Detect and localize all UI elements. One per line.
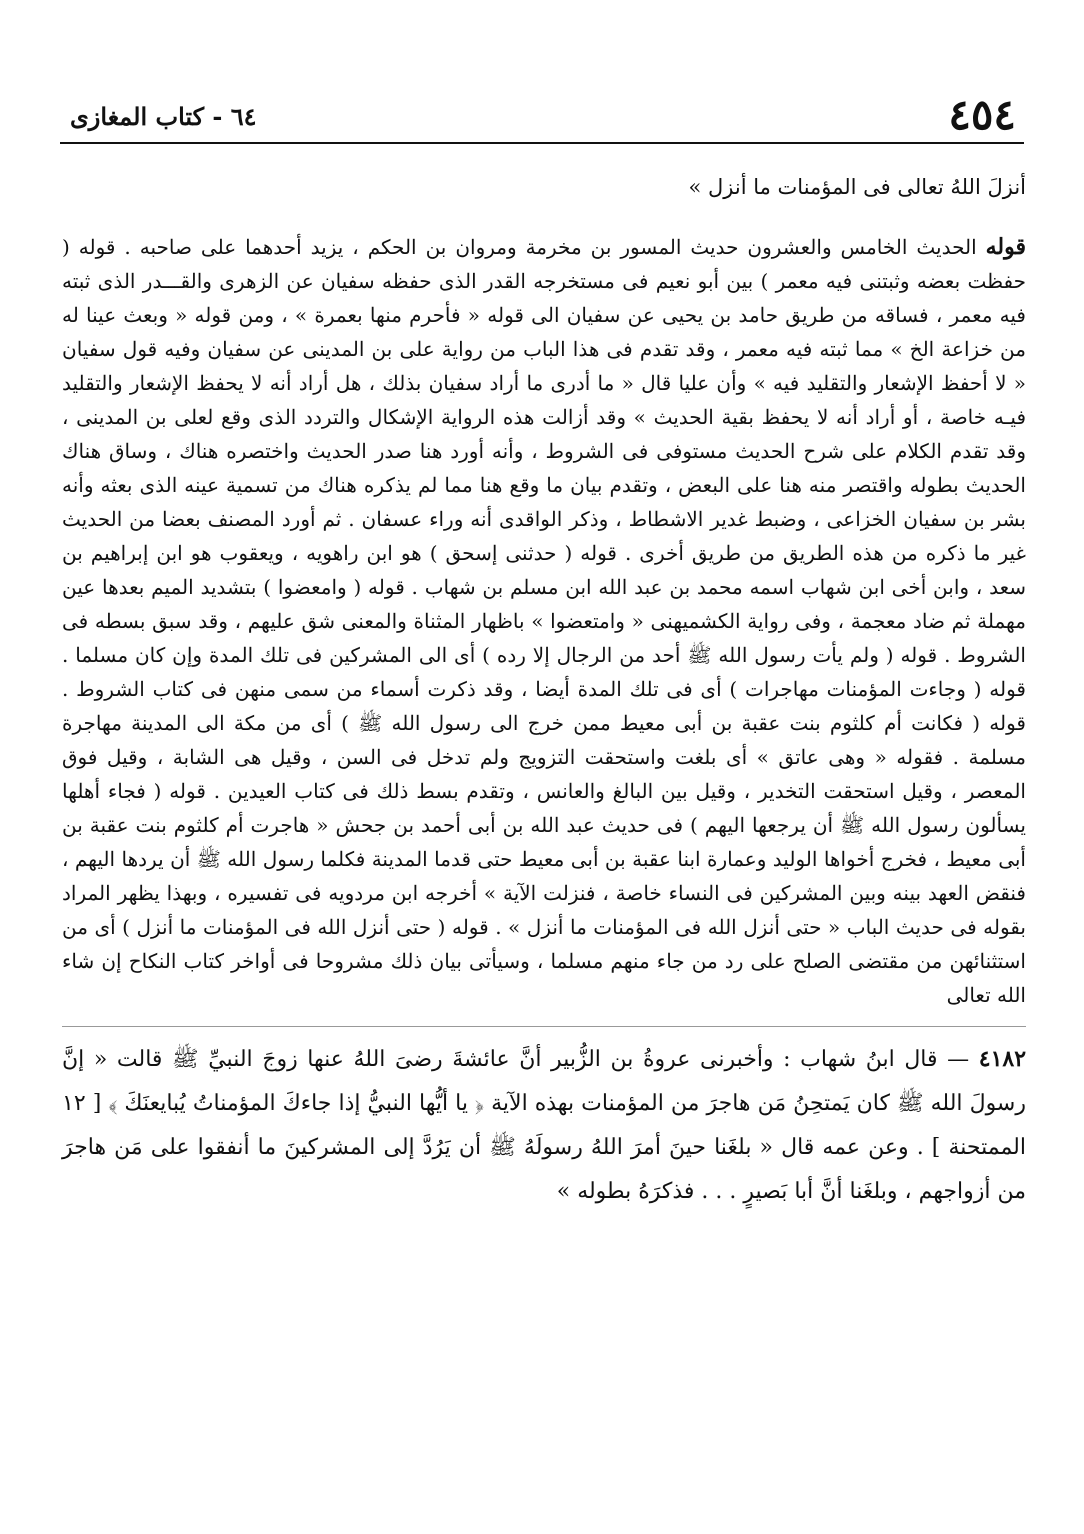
commentary-marker: قوله bbox=[985, 234, 1027, 260]
page-header bbox=[60, 92, 1024, 144]
hadith-number: ٤١٨٢ bbox=[978, 1046, 1027, 1072]
commentary-paragraph bbox=[62, 230, 1026, 1012]
commentary-text: الحديث الخامس والعشرون حديث المسور بن مخرمة ومروان بن الحكم ، يزيد أحدهما على صاحبه . قوله ( حفظت بعضه وثبتنى فيه معمر ) بين أبو نعيم فى مستخرجه القدر الذى حفظه سفيان عن الزهرى والقـــدر الذى ثبته فيه معمر ، فساقه من طريق حامد بن يحيى عن سفيان الى قوله « فأحرم منها بعمرة » ، ومن قوله « وبعث عينا له من خزاعة الخ » مما ثبته فيه معمر ، وقد تقدم فى هذا الباب من رواية على بن المدينى عن سفيان وفيه قول سفيان « لا أحفظ الإشعار والتقليد فيه » وأن عليا قال « ما أدرى ما أراد سفيان بذلك ، هل أراد أنه لا يحفظ الإشعار والتقليد فيـه خاصة ، أو أراد أنه لا يحفظ بقية الحديث » وقد أزالت هذه الرواية الإشكال والتردد الذى وقع لعلى بن المدينى ، وقد تقدم الكلام على شرح الحديث مستوفى فى الشروط ، وأنه أورد هنا صدر الحديث واختصره هناك ، وساق هناك الحديث بطوله واقتصر منه هنا على البعض ، وتقدم بيان ما وقع هنا مما لم يذكره هناك من تسمية عينه الذى بعثه وأنه بشر بن سفيان الخزاعى ، وضبط غدير الاشطاط ، وذكر الواقدى أنه وراء عسفان . ثم أورد المصنف بعضا من الحديث غير ما ذكره من هذه الطريق من طريق أخرى . قوله ( حدثنى إسحق ) هو ابن راهويه ، ويعقوب هو ابن إبراهيم بن سعد ، وابن أخى ابن شهاب اسمه محمد بن عبد الله ابن مسلم بن شهاب . قوله ( وامعضوا ) بتشديد الميم بعدها عين مهملة ثم ضاد معجمة ، وفى رواية الكشميهنى « وامتعضوا » باظهار المثناة والمعنى شق عليهم ، وقد سبق بسطه فى الشروط . قوله ( ولم يأت رسول الله ﷺ أحد من الرجال إلا رده ) أى الى المشركين فى تلك المدة وإن كان مسلما . قوله ( وجاءت المؤمنات مهاجرات ) أى فى تلك المدة أيضا ، وقد ذكرت أسماء من سمى منهن فى كتاب الشروط . قوله ( فكانت أم كلثوم بنت عقبة بن أبى معيط ممن خرج الى رسول الله ﷺ ) أى من مكة الى المدينة مهاجرة مسلمة . فقوله « وهى عاتق » أى بلغت واستحقت التزويج ولم تدخل فى السن ، وقيل هى الشابة ، وقيل فوق المعصر ، وقيل استحقت التخدير ، وقيل بين البالغ والعانس ، وتقدم بسط ذلك فى كتاب العيدين . قوله ( فجاء أهلها يسألون رسول الله ﷺ أن يرجعها اليهم ) فى حديث عبد الله بن أبى أحمد بن جحش « هاجرت أم كلثوم بنت عقبة بن أبى معيط ، فخرج أخواها الوليد وعمارة ابنا عقبة بن أبى معيط حتى قدما المدينة فكلما رسول الله ﷺ أن يردها اليهم ، فنقض العهد بينه وبين المشركين فى النساء خاصة ، فنزلت الآية » أخرجه ابن مردويه فى تفسيره ، وبهذا يظهر المراد بقوله فى حديث الباب « حتى أنزل الله فى المؤمنات ما أنزل » . قوله ( حتى أنزل الله فى المؤمنات ما أنزل ) أى من استثنائهن من مقتضى الصلح على رد من جاء منهم مسلما ، وسيأتى بيان ذلك مشروحا فى أواخر كتاب النكاح إن شاء الله تعالى bbox=[62, 235, 1027, 1007]
running-title: ٦٤ - كتاب المغازى bbox=[70, 102, 257, 131]
hadith-paragraph bbox=[62, 1026, 1026, 1214]
lead-line: أنزلَ اللهُ تعالى فى المؤمنات ما أنزل » bbox=[688, 175, 1026, 199]
page-number: ٤٥٤ bbox=[948, 90, 1016, 139]
page-body bbox=[62, 170, 1026, 1224]
hadith-text: — قال ابنُ شهاب : وأخبرنى عروةُ بن الزُّبير أنَّ عائشةَ رضىَ اللهُ عنها زوجَ النبيِّ ﷺ قالت « إنَّ رسولَ الله ﷺ كان يَمتحِنُ مَن هاجرَ من المؤمنات بهذه الآية ﴿ يا أيُّها النبيُّ إذا جاءكَ المؤمناتُ يُبايعنَكَ ﴾ [ ١٢ الممتحنة ] . وعن عمه قال « بلغَنا حينَ أمرَ اللهُ رسولَهُ ﷺ أن يَرُدَّ إلى المشركينَ ما أنفقوا على مَن هاجرَ من أزواجهم ، وبلغَنا أنَّ أبا بَصيرٍ . . . فذكرَهُ بطوله » bbox=[62, 1047, 1026, 1204]
